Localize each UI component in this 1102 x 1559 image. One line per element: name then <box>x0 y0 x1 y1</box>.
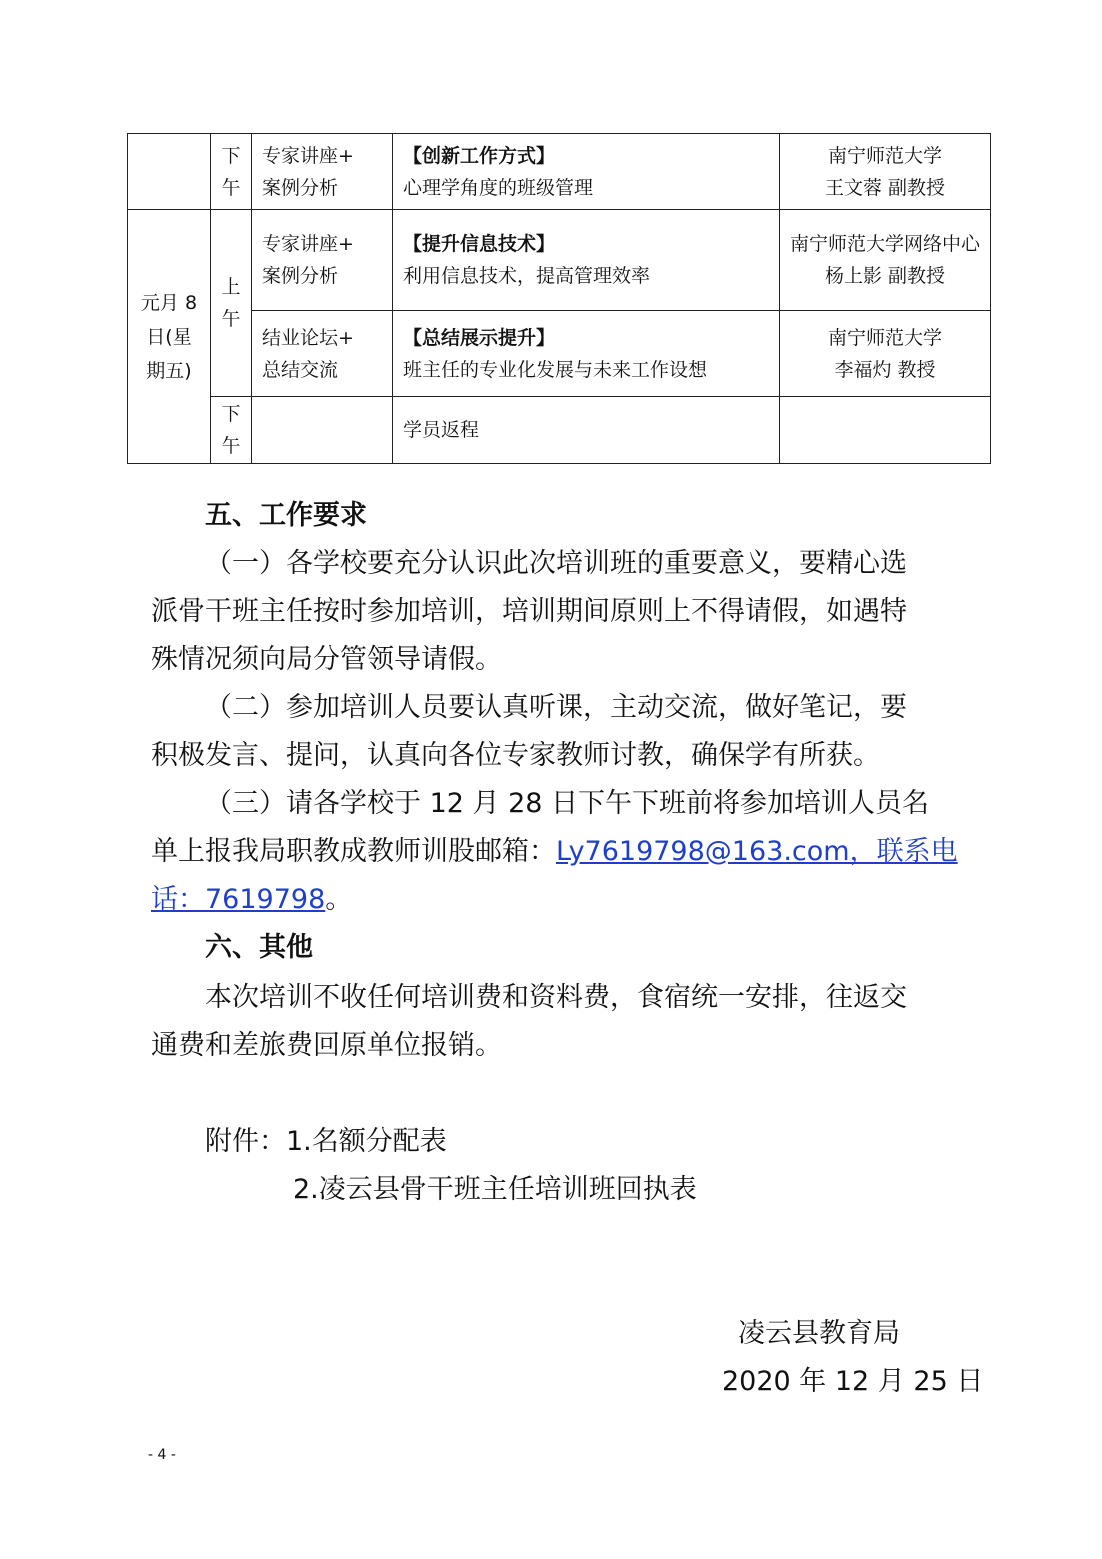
page-number: - 4 - <box>148 1447 176 1463</box>
section-heading: 六、其他 <box>205 932 313 963</box>
paragraph-line: 本次培训不收任何培训费和资料费，食宿统一安排，往返交 <box>205 982 907 1013</box>
attachment-line <box>205 1126 447 1158</box>
paragraph-line: 单上报我局职教成教师训股邮箱：Ly7619798@163.com，联系电 <box>151 836 958 867</box>
speaker-cell: 南宁师范大学 王文蓉 副教授 <box>780 134 991 210</box>
type-cell-empty <box>252 397 393 464</box>
paragraph-line: 通费和差旅费回原单位报销。 <box>151 1030 502 1061</box>
paragraph-line: 话：7619798。 <box>151 884 353 915</box>
time-cell: 下午 <box>211 397 252 464</box>
session-topic: 利用信息技术，提高管理效率 <box>403 265 651 287</box>
time-cell: 下午 <box>211 134 252 210</box>
table-row <box>128 134 991 210</box>
paragraph-line: （二）参加培训人员要认真听课，主动交流，做好笔记，要 <box>205 692 907 723</box>
section-heading: 五、工作要求 <box>205 500 367 531</box>
signature-org: 凌云县教育局 <box>738 1318 900 1349</box>
content-cell <box>393 210 780 311</box>
paragraph-line: 积极发言、提问，认真向各位专家教师讨教，确保学有所获。 <box>151 740 880 771</box>
attachment-label: 附件： <box>205 1126 286 1157</box>
table-row <box>128 397 991 464</box>
session-topic: 心理学角度的班级管理 <box>403 176 594 199</box>
content-cell <box>393 134 780 210</box>
type-cell: 专家讲座+ 案例分析 <box>252 210 393 311</box>
time-cell: 上午 <box>211 210 252 397</box>
phone-link[interactable]: 话：7619798 <box>151 884 326 915</box>
content-cell <box>393 311 780 397</box>
session-topic: 班主任的专业化发展与未来工作设想 <box>403 358 708 381</box>
speaker-cell-empty <box>780 397 991 464</box>
table-row <box>128 311 991 397</box>
table-row <box>128 210 991 311</box>
email-link[interactable]: Ly7619798@163.com，联系电 <box>556 836 958 867</box>
session-title: 【提升信息技术】 <box>403 233 556 255</box>
signature-date: 2020 年 12 月 25 日 <box>722 1366 984 1397</box>
paragraph-line: 殊情况须向局分管领导请假。 <box>151 644 502 675</box>
session-title: 【创新工作方式】 <box>403 144 556 167</box>
date-cell-empty <box>128 134 211 210</box>
type-cell: 专家讲座+ 案例分析 <box>252 134 393 210</box>
attachment-item: 1.名额分配表 <box>286 1126 447 1157</box>
speaker-cell: 南宁师范大学 李福灼 教授 <box>780 311 991 397</box>
paragraph-line: 派骨干班主任按时参加培训，培训期间原则上不得请假，如遇特 <box>151 596 907 627</box>
schedule-table <box>127 133 991 464</box>
session-title: 【总结展示提升】 <box>403 326 556 349</box>
paragraph-line: （一）各学校要充分认识此次培训班的重要意义，要精心选 <box>205 548 907 579</box>
content-cell: 学员返程 <box>393 397 780 464</box>
attachment-item: 2.凌云县骨干班主任培训班回执表 <box>293 1174 697 1205</box>
type-cell: 结业论坛+ 总结交流 <box>252 311 393 397</box>
speaker-cell: 南宁师范大学网络中心 杨上影 副教授 <box>780 210 991 311</box>
paragraph-line: （三）请各学校于 12 月 28 日下午下班前将参加培训人员名 <box>205 788 930 819</box>
date-cell: 元月 8 日(星期五) <box>128 210 211 464</box>
